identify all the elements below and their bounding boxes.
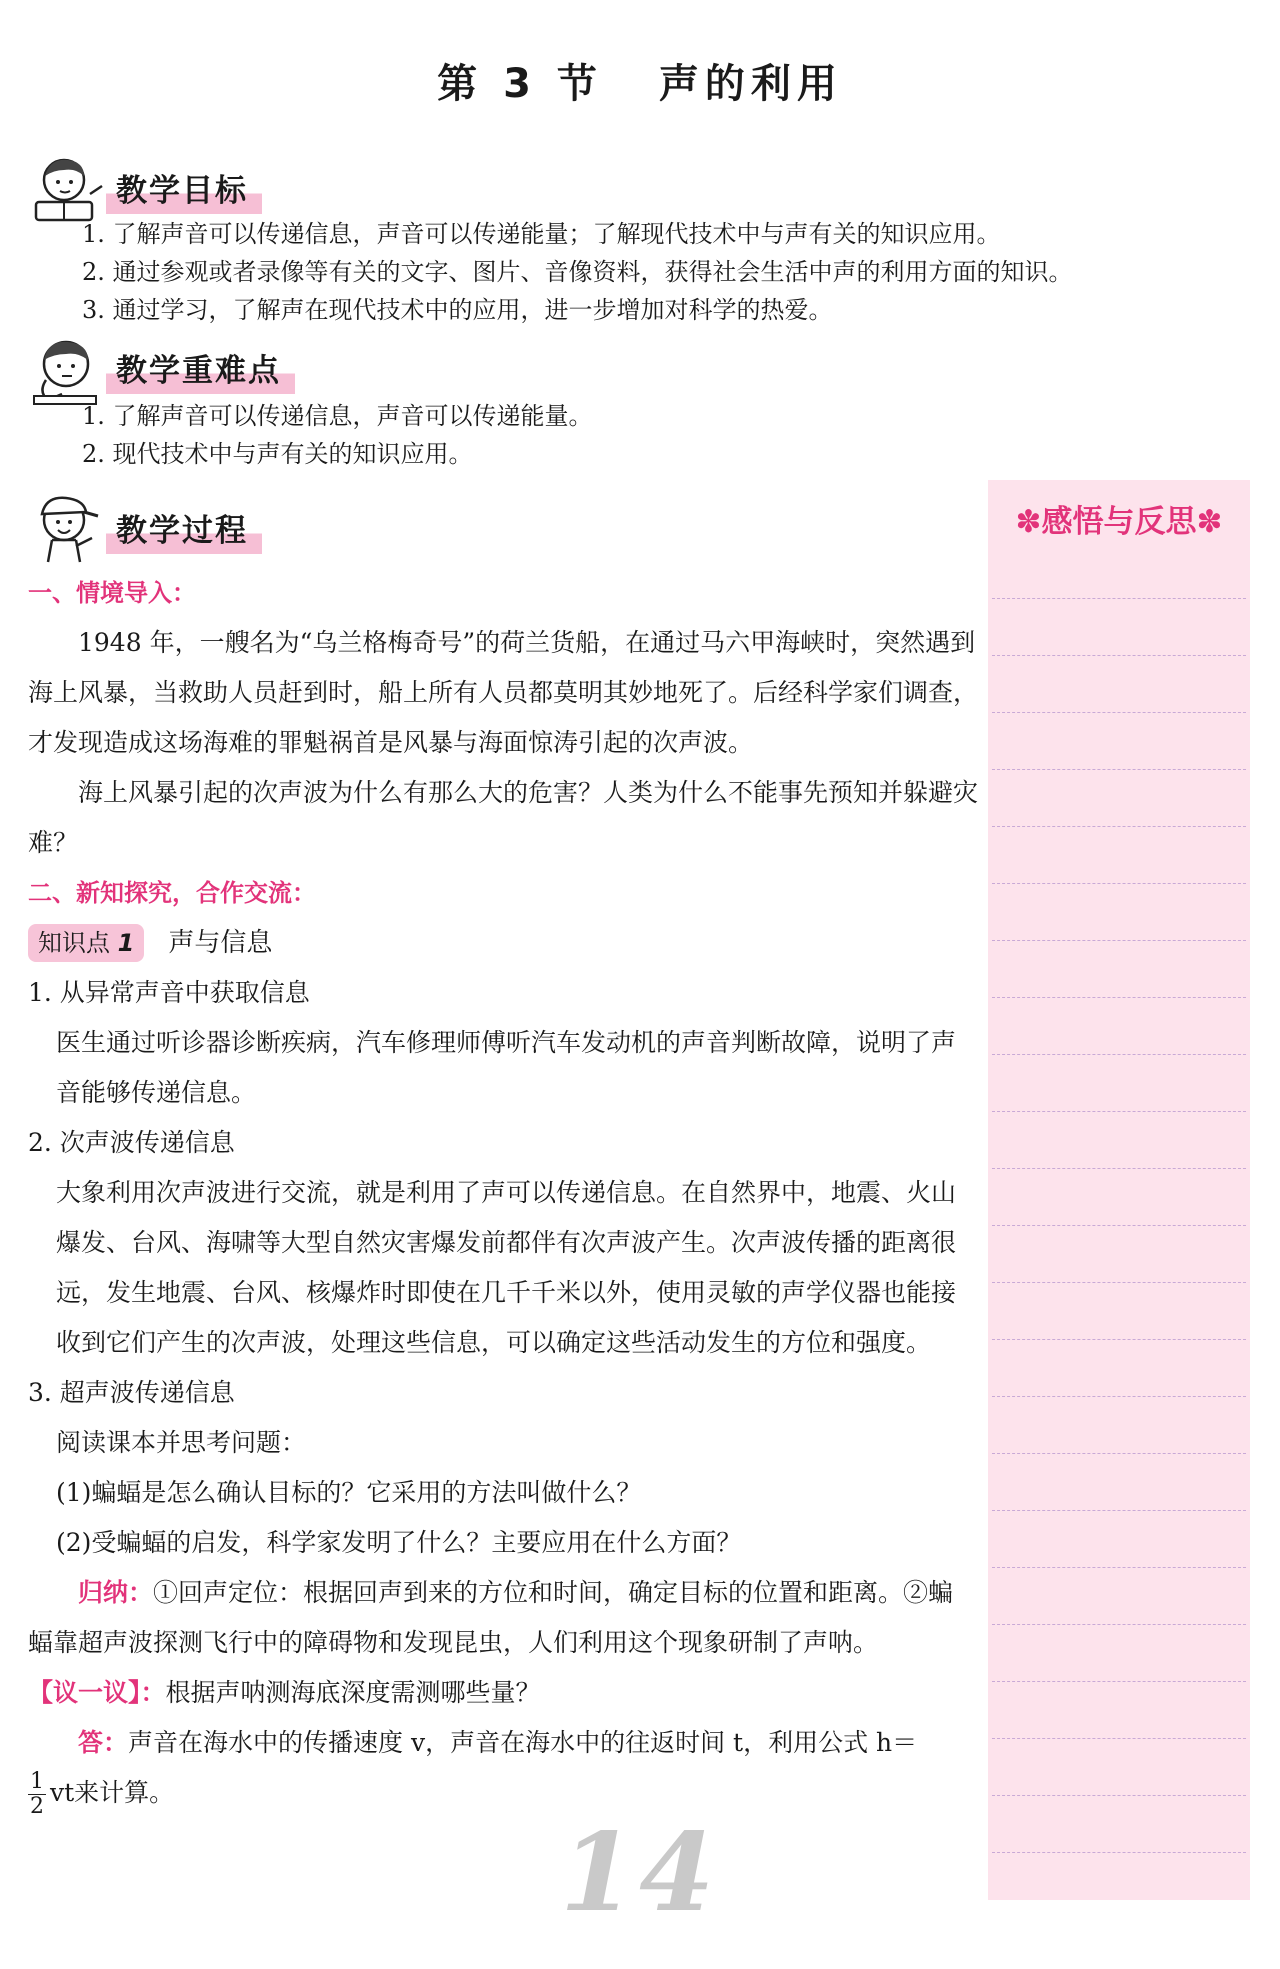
list-item: 2. 现代技术中与声有关的知识应用。 [82, 440, 473, 468]
writing-line [992, 826, 1246, 827]
question-2: (2)受蝙蝠的启发，科学家发明了什么？主要应用在什么方面？ [56, 1528, 742, 1557]
sidebar-title: ✽感悟与反思✽ [1015, 504, 1223, 540]
reflection-sidebar [988, 480, 1250, 1900]
writing-line [992, 1339, 1246, 1340]
subsection-1-title: 1. 从异常声音中获取信息 [28, 978, 310, 1007]
writing-line [992, 1396, 1246, 1397]
question-1: (1)蝙蝠是怎么确认目标的？它采用的方法叫做什么？ [56, 1478, 642, 1507]
list-item: 1. 了解声音可以传递信息，声音可以传递能量；了解现代技术中与声有关的知识应用。 [82, 220, 1001, 248]
explore-heading: 二、新知探究，合作交流： [28, 879, 316, 907]
writing-line [992, 1453, 1246, 1454]
writing-lines [992, 598, 1246, 1890]
writing-line [992, 655, 1246, 656]
discussion-body: 根据声呐测海底深度需测哪些量？ [165, 1678, 541, 1707]
writing-line [992, 1852, 1246, 1853]
fraction-one-half: $\frac{1}{2}$ [30, 1769, 44, 1819]
subsection-1-body: 医生通过听诊器诊断疾病，汽车修理师傅听汽车发动机的声音判断故障，说明了声音能够传递信息。 [56, 1028, 957, 1107]
subsection-2-title: 2. 次声波传递信息 [28, 1128, 235, 1157]
intro-paragraph-2: 海上风暴引起的次声波为什么有那么大的危害？人类为什么不能事先预知并躲避灾难？ [28, 778, 979, 857]
goals-heading: 教学目标 [106, 168, 262, 214]
page-title [0, 52, 1280, 109]
boy-cap-icon [28, 490, 108, 570]
writing-line [992, 598, 1246, 599]
writing-line [992, 1225, 1246, 1226]
knowledge-point-badge: 知识点 1 [28, 924, 144, 962]
writing-line [992, 1624, 1246, 1625]
writing-line [992, 1681, 1246, 1682]
section-name: 声的利用 [658, 61, 843, 107]
discussion-label: 【议一议】： [28, 1678, 166, 1707]
page-number: 14 [560, 1810, 719, 1936]
intro-paragraph-1: 1948 年，一艘名为“乌兰格梅奇号”的荷兰货船，在通过马六甲海峡时，突然遇到海上风暴，当救助人员赶到时，船上所有人员都莫明其妙地死了。后经科学家们调查，才发现造成这场海难的罪魁祸首是风暴与海面惊涛引起的次声波。 [28, 628, 979, 757]
subsection-2-body: 大象利用次声波进行交流，就是利用了声可以传递信息。在自然界中，地震、火山爆发、台风、海啸等大型自然灾害爆发前都伴有次声波产生。次声波传播的距离很远，发生地震、台风、核爆炸时即使在几千千米以外，使用灵敏的声学仪器也能接收到它们产生的次声波，处理这些信息，可以确定这些活动发生的方位和强度。 [56, 1178, 957, 1357]
goals-list [82, 215, 1073, 329]
writing-line [992, 940, 1246, 941]
answer-body: 声音在海水中的传播速度 v，声音在海水中的往返时间 t，利用公式 h＝ [128, 1728, 918, 1757]
summary [28, 1568, 978, 1668]
knowledge-point-row [28, 918, 978, 968]
writing-line [992, 997, 1246, 998]
list-item: 3. 通过学习，了解声在现代技术中的应用，进一步增加对科学的热爱。 [82, 296, 833, 324]
section-number: 第 3 节 [437, 61, 603, 107]
process-content [28, 568, 978, 1819]
answer-tail: vt来计算。 [50, 1778, 175, 1807]
writing-line [992, 1510, 1246, 1511]
keypoints-heading: 教学重难点 [106, 348, 295, 394]
writing-line [992, 1168, 1246, 1169]
intro-heading: 一、情境导入： [28, 579, 196, 607]
knowledge-point-title: 声与信息 [168, 928, 273, 958]
writing-line [992, 712, 1246, 713]
discussion [28, 1668, 978, 1718]
writing-line [992, 1111, 1246, 1112]
writing-line [992, 1795, 1246, 1796]
writing-line [992, 1054, 1246, 1055]
answer-label: 答： [78, 1728, 129, 1757]
subsection-3-title: 3. 超声波传递信息 [28, 1378, 235, 1407]
writing-line [992, 769, 1246, 770]
writing-line [992, 883, 1246, 884]
summary-label: 归纳： [78, 1578, 154, 1607]
writing-line [992, 1282, 1246, 1283]
writing-line [992, 1567, 1246, 1568]
process-heading: 教学过程 [106, 508, 262, 554]
answer-formula [28, 1768, 978, 1819]
writing-line [992, 1738, 1246, 1739]
summary-body: ①回声定位：根据回声到来的方位和时间，确定目标的位置和距离。②蝙蝠靠超声波探测飞行中的障碍物和发现昆虫，人们利用这个现象研制了声呐。 [28, 1578, 954, 1657]
keypoints-list [82, 397, 593, 473]
list-item: 2. 通过参观或者录像等有关的文字、图片、音像资料，获得社会生活中声的利用方面的知识。 [82, 258, 1073, 286]
list-item: 1. 了解声音可以传递信息，声音可以传递能量。 [82, 402, 593, 430]
answer [28, 1718, 978, 1768]
subsection-3-intro: 阅读课本并思考问题： [56, 1428, 307, 1457]
